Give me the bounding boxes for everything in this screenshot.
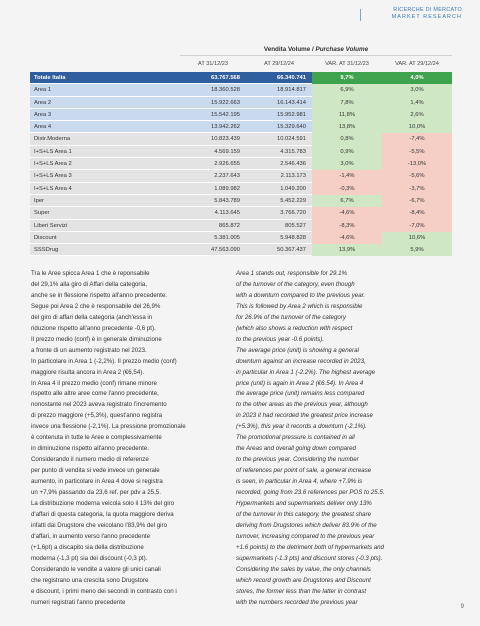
text-line: d'affari di questa categoria, la quota maggiore deriva: [31, 510, 174, 518]
text-line: aumento, in particolare in Area 4 dove si registra: [31, 478, 163, 486]
row-label: SSSDrug: [34, 247, 59, 254]
var-2024: 2,6%: [382, 109, 452, 121]
table-column-headers: [30, 58, 452, 70]
text-line: This is followed by Area 2 which is responsible: [236, 302, 363, 310]
text-line: recorded, going from 23.6 references per POS to 25.5.: [236, 489, 385, 497]
table-title-it: Vendita Volume /: [263, 46, 316, 53]
var-2023: 6,7%: [312, 195, 382, 207]
value-2023: 15.922.663: [210, 99, 240, 106]
value-2023: 2.926.655: [214, 161, 240, 168]
text-line: of the turnover of the category, even though: [236, 280, 355, 288]
table-row: [30, 244, 452, 256]
row-label: Totale Italia: [34, 75, 66, 81]
text-line: La distribuzione moderna veicola solo il 13% del giro: [31, 500, 175, 508]
row-label: Discount: [34, 234, 57, 241]
text-line: of references per point of sale, a general increase: [236, 467, 372, 475]
var-2024: 4,0%: [382, 72, 452, 84]
text-line: stores, the former less than the latter in contrast: [236, 587, 367, 595]
table-row: [30, 72, 452, 84]
var-2024: -13,0%: [382, 158, 452, 170]
table-title-en: Purchase Volume: [315, 46, 369, 53]
text-line: supermarkets (-1.3 pts) and discount stores (-0.3 pts).: [236, 554, 383, 562]
text-line: (which also shows a reduction with respect: [236, 324, 353, 332]
text-line: for 26.9% of the turnover of the category: [236, 313, 346, 321]
value-2024: 4.315.783: [280, 148, 306, 155]
table-row: [30, 84, 452, 96]
col-header-2: AT 29/12/24: [264, 61, 294, 67]
row-label: Super: [34, 210, 50, 217]
var-2024: 10,0%: [382, 121, 452, 133]
value-2023: 5.843.789: [214, 197, 240, 204]
var-2023: 11,8%: [312, 109, 382, 121]
brand-divider: [360, 9, 361, 21]
value-2024: 3.766.720: [280, 210, 306, 217]
text-line: of the turnover in this category, the greatest share: [236, 510, 372, 518]
var-2023: -0,3%: [312, 183, 382, 195]
var-2023: 3,0%: [312, 158, 382, 170]
text-line: rispetto alle altre aree come l'anno precedente,: [31, 390, 159, 398]
var-2023: 0,9%: [312, 146, 382, 158]
text-line: Il prezzo medio (conf) è in generale diminuzione: [31, 335, 162, 343]
value-2024: 15.952.981: [276, 111, 306, 118]
text-line: è contenuta in tutte le Aree e complessivamente: [31, 434, 162, 442]
table-row: [30, 207, 452, 219]
page-number: 9: [460, 604, 464, 610]
table-body: [30, 72, 452, 256]
var-2024: -3,7%: [382, 183, 452, 195]
text-line: di prezzo maggiore (+5,3%), quest'anno registra: [31, 412, 163, 420]
text-line: Considering the sales by value, the only channels: [236, 565, 371, 573]
text-line: del giro di affari della categoria (anch'essa in: [31, 313, 153, 321]
row-label: Area 1: [34, 87, 52, 94]
value-2024: 66.340.741: [276, 75, 306, 81]
table-row: [30, 133, 452, 145]
var-2024: 1,4%: [382, 97, 452, 109]
var-2024: -7,4%: [382, 133, 452, 145]
value-2023: 4.569.159: [214, 148, 240, 155]
table-row: [30, 195, 452, 207]
var-2024: -5,5%: [382, 146, 452, 158]
text-line: +1.6 points) to the detriment both of hypermarkets and: [236, 543, 384, 551]
var-2023: 9,7%: [312, 72, 382, 84]
value-2024: 50.367.437: [276, 247, 306, 254]
text-line: in diminuzione rispetto all'anno precedente.: [31, 445, 149, 453]
value-2023: 18.360.528: [210, 87, 240, 94]
row-label: I+S+LS Area 3: [34, 173, 72, 180]
text-line: with the numbers recorded the previous year: [236, 598, 358, 606]
row-label: Area 3: [34, 111, 52, 118]
var-2023: 6,9%: [312, 84, 382, 96]
text-line: to the other areas as the previous year, although: [236, 401, 368, 409]
text-line: Considerando le vendite a valore gli unici canali: [31, 565, 161, 573]
value-2023: 865.872: [219, 222, 240, 229]
brand-line-2: MARKET RESEARCH: [391, 14, 462, 20]
brand-line-1: RICERCHE DI MERCATO: [393, 7, 462, 13]
text-line: The average price (unit) is showing a general: [236, 346, 359, 354]
table-row: [30, 158, 452, 170]
table-row: [30, 146, 452, 158]
text-line: anche se in flessione rispetto all'anno precedente.: [31, 291, 168, 299]
value-2024: 5.452.229: [280, 197, 306, 204]
var-2024: -8,4%: [382, 207, 452, 219]
text-line: maggiore risulta ancora in Area 2 (€6,54).: [31, 368, 144, 376]
row-label: Area 4: [34, 124, 52, 131]
text-line: to the previous year -0.6 points).: [236, 335, 325, 343]
var-2023: -1,4%: [312, 170, 382, 182]
value-2024: 5.948.828: [280, 234, 306, 241]
text-line: the average price (unit) remains less compared: [236, 390, 365, 398]
value-2023: 15.542.195: [210, 111, 240, 118]
value-2024: 805.527: [285, 222, 306, 229]
text-line: un +7,9% passando da 23,6 ref. per pdv a 25,5.: [31, 489, 161, 497]
row-label: I+S+LS Area 1: [34, 148, 72, 155]
text-line: riduzione rispetto all'anno precedente -0,6 pt).: [31, 324, 156, 332]
text-line: d'affari, in aumento verso l'anno precedente: [31, 532, 150, 540]
text-line: Area 1 stands out, responsible for 29.1%: [236, 270, 347, 277]
english-text-column: [236, 269, 442, 609]
text-line: invece una flessione (-2,1%). La pressione promozionale: [31, 423, 186, 431]
table-row: [30, 183, 452, 195]
var-2023: 7,8%: [312, 97, 382, 109]
text-line: del 29,1% alla giro di Affari della categoria,: [31, 280, 147, 288]
value-2023: 13.942.262: [210, 124, 240, 131]
text-line: In Area 4 il prezzo medio (conf) rimane minore: [31, 379, 157, 387]
value-2024: 2.546.436: [280, 161, 306, 168]
text-line: the Areas and overall going down compared: [236, 445, 356, 453]
var-2024: 3,0%: [382, 84, 452, 96]
text-line: with a downturn compared to the previous year.: [236, 291, 366, 299]
col-header-4: VAR. AT 29/12/24: [395, 61, 439, 67]
value-2024: 18.914.817: [276, 87, 306, 94]
value-2023: 2.237.643: [214, 173, 240, 180]
table-row: [30, 109, 452, 121]
text-line: a fronte di un aumento registrato nel 2023.: [31, 346, 147, 354]
row-label: I+S+LS Area 2: [34, 161, 72, 168]
row-label: Liberi Servizi: [34, 222, 68, 229]
text-line: deriving from Drugstores which deliver 83.9% of the: [236, 521, 377, 529]
text-line: infatti dai Drugstore che veicolano l'83,9% del giro: [31, 521, 168, 529]
value-2024: 10.024.591: [276, 136, 306, 143]
text-line: in particular in Area 1 (-2.2%). The highest average: [236, 368, 376, 376]
col-header-1: AT 31/12/23: [198, 61, 228, 67]
var-2024: 5,9%: [382, 244, 452, 256]
text-line: turnover, increasing compared to the previous year: [236, 532, 375, 540]
text-line: nonostante nel 2023 aveva registrato l'incremento: [31, 401, 167, 409]
text-line: Tra le Aree spicca Area 1 che è reponsabile: [31, 270, 150, 277]
text-line: price (unit) is again in Area 2 (€6.54). In Area 4: [236, 379, 364, 387]
var-2023: 13,9%: [312, 244, 382, 256]
value-2023: 47.563.090: [210, 247, 240, 254]
var-2023: -4,6%: [312, 207, 382, 219]
text-line: per punto di vendita si vede invece un generale: [31, 467, 160, 475]
text-line: che registrano una crescita sono Drugstore: [31, 576, 149, 584]
value-2023: 10.823.439: [210, 136, 240, 143]
italian-text-column: [31, 269, 209, 609]
text-line: numeri registrati l'anno precedente: [31, 598, 126, 606]
text-line: to the previous year. Considering the number: [236, 456, 359, 464]
col-header-3: VAR. AT 31/12/23: [325, 61, 369, 67]
value-2024: 15.329.640: [276, 124, 306, 131]
table-row: [30, 232, 452, 244]
text-line: (+1,6pt) a discapito sia della distribuzione: [31, 543, 144, 551]
text-line: Considerando il numero medio di referenze: [31, 456, 149, 464]
value-2023: 4.113.645: [214, 210, 240, 217]
text-line: e discount, i primi meno dei secondi in contrasto con i: [31, 587, 177, 595]
var-2023: -8,3%: [312, 220, 382, 232]
text-line: Segue poi Area 2 che è responsabile del 26,9%: [31, 302, 161, 310]
value-2023: 5.381.005: [214, 234, 240, 241]
brand-logo: [392, 7, 462, 20]
table-title: [180, 44, 452, 56]
row-label: Area 2: [34, 99, 52, 106]
text-line: downturn against an increase recorded in 2023,: [236, 357, 366, 365]
table-row: [30, 220, 452, 232]
text-line: (+5.3%), this year it records a downturn (-2.1%).: [236, 423, 367, 431]
text-line: In particolare in Area 1 (-2,2%). Il prezzo medio (conf): [31, 357, 177, 365]
value-2023: 63.767.568: [210, 75, 240, 81]
value-2024: 1.049.200: [280, 185, 306, 192]
table-row: [30, 97, 452, 109]
var-2024: 10,6%: [382, 232, 452, 244]
row-label: Iper: [34, 197, 44, 204]
text-line: moderna (-1,3 pt) sia dei discount (-0,3 pt).: [31, 554, 148, 562]
text-line: in 2023 it had recorded the greatest price increase: [236, 412, 373, 420]
value-2024: 2.113.173: [280, 173, 306, 180]
var-2024: -5,6%: [382, 170, 452, 182]
var-2023: 0,8%: [312, 133, 382, 145]
text-line: which record growth are Drugstores and Discount: [236, 576, 371, 584]
text-line: Hypermarkets and supermarkets deliver only 13%: [236, 500, 372, 508]
row-label: I+S+LS Area 4: [34, 185, 72, 192]
var-2023: 13,8%: [312, 121, 382, 133]
var-2024: -6,7%: [382, 195, 452, 207]
text-line: is seen, in particular in Area 4, where +7.9% is: [236, 478, 363, 486]
row-label: Distr.Moderna: [34, 136, 71, 143]
value-2024: 16.143.414: [276, 99, 306, 106]
value-2023: 1.089.982: [214, 185, 240, 192]
var-2023: -4,6%: [312, 232, 382, 244]
table-row: [30, 170, 452, 182]
table-row: [30, 121, 452, 133]
text-line: The promotional pressure is contained in all: [236, 434, 355, 442]
var-2024: -7,0%: [382, 220, 452, 232]
